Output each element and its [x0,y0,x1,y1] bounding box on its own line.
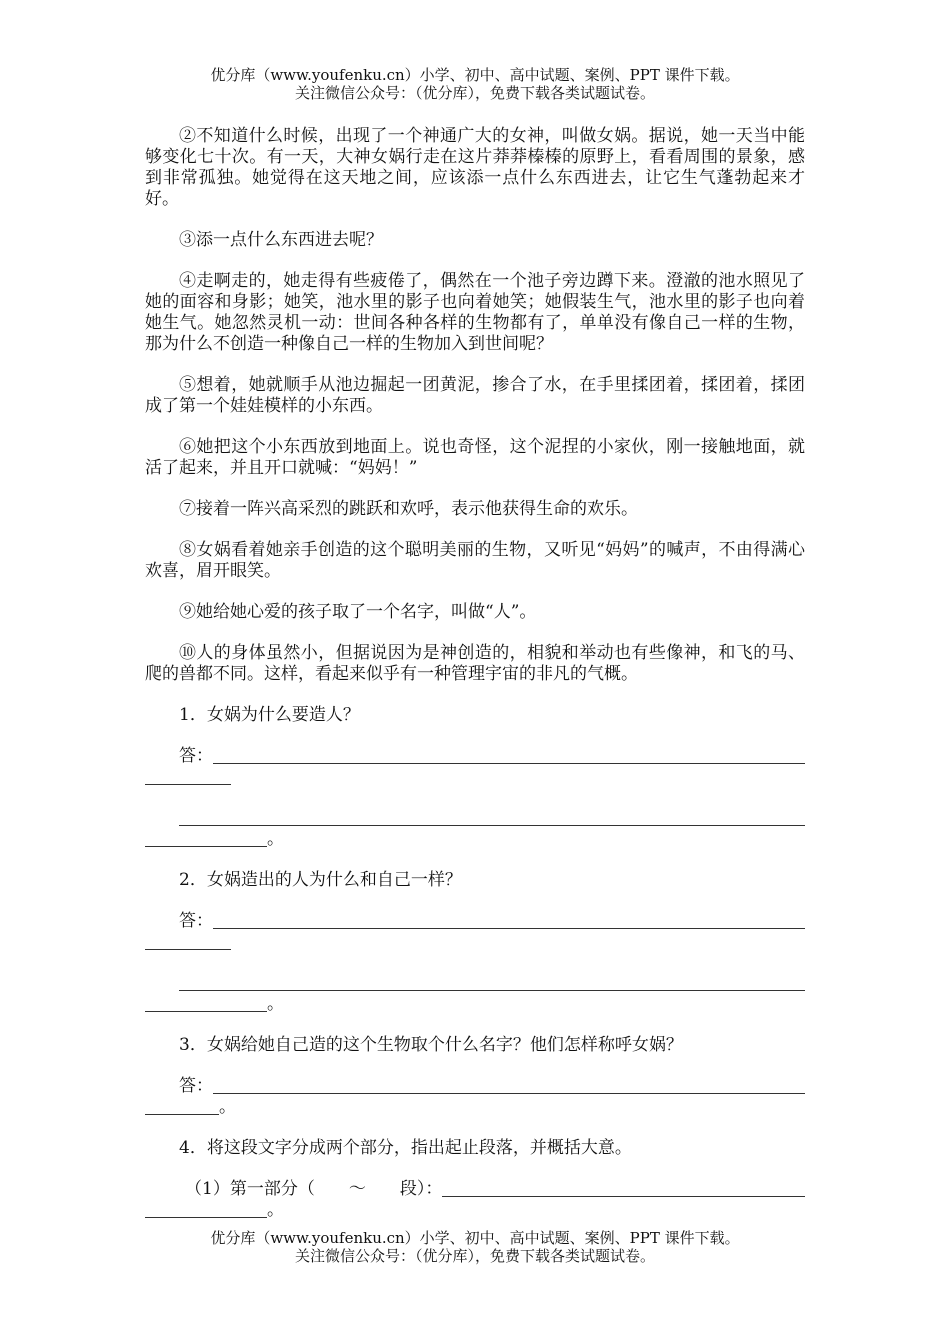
answer-label: 答： [179,1076,213,1096]
answer-block-4-part1[interactable] [145,1179,805,1221]
answer-blank[interactable] [179,978,805,991]
document-body [145,126,805,1241]
answer-blank[interactable] [145,937,231,950]
footer-line-2: 关注微信公众号：（优分库），免费下载各类试题试卷。 [294,1247,655,1265]
period: 。 [267,994,284,1014]
paragraph-10: ⑩人的身体虽然小，但据说因为是神创造的，相貌和举动也有些像神，和飞的马、爬的兽都不同。这样，看起来似乎有一种管理宇宙的非凡的气概。 [145,643,805,684]
period: 。 [267,1200,284,1220]
paragraph-7: ⑦接着一阵兴高采烈的跳跃和欢呼，表示他获得生命的欢乐。 [179,499,638,519]
question-1: 1．女娲为什么要造人？ [179,705,360,725]
question-3: 3．女娲给她自己造的这个生物取个什么名字？他们怎样称呼女娲？ [179,1035,683,1055]
answer-block-1b[interactable] [145,808,805,850]
question-4: 4．将这段文字分成两个部分，指出起止段落，并概括大意。 [179,1138,632,1158]
answer-blank[interactable] [145,999,267,1012]
answer-label: 答： [179,746,213,766]
paragraph-5: ⑤想着，她就顺手从池边掘起一团黄泥，掺合了水，在手里揉团着，揉团着，揉团成了第一个娃娃模样的小东西。 [145,375,805,416]
header-line-2: 关注微信公众号：（优分库），免费下载各类试题试卷。 [294,84,655,102]
paragraph-3: ③添一点什么东西进去呢？ [179,230,383,250]
answer-blank[interactable] [179,813,805,826]
paragraph-9: ⑨她给她心爱的孩子取了一个名字，叫做“人”。 [179,602,537,622]
paragraph-8: ⑧女娲看着她亲手创造的这个聪明美丽的生物，又听见“妈妈”的喊声，不由得满心欢喜，眉开眼笑。 [145,540,805,581]
answer-block-2a[interactable] [145,911,805,953]
period: 。 [267,829,284,849]
period: 。 [219,1097,236,1117]
paragraph-2: ②不知道什么时候，出现了一个神通广大的女神，叫做女娲。据说，她一天当中能够变化七十次。有一天，大神女娲行走在这片莽莽榛榛的原野上，看看周围的景象，感到非常孤独。她觉得在这天地之间，应该添一点什么东西进去，让它生气蓬勃起来才好。 [145,126,805,209]
answer-label: 答： [179,911,213,931]
answer-block-1a[interactable] [145,746,805,788]
answer-block-3[interactable] [145,1076,805,1118]
footer-line-1: 优分库（www.youfenku.cn）小学、初中、高中试题、案例、PPT 课件下载。 [210,1229,740,1247]
answer-blank[interactable] [442,1184,805,1197]
paragraph-4: ④走啊走的，她走得有些疲倦了，偶然在一个池子旁边蹲下来。澄澈的池水照见了她的面容和身影；她笑，池水里的影子也向着她笑；她假装生气，池水里的影子也向着她生气。她忽然灵机一动：世间各种各样的生物都有了，单单没有像自己一样的生物，那为什么不创造一种像自己一样的生物加入到世间呢？ [145,271,805,354]
answer-blank[interactable] [145,834,267,847]
paragraph-6: ⑥她把这个小东西放到地面上。说也奇怪，这个泥捏的小家伙，刚一接触地面，就活了起来，并且开口就喊：“妈妈！” [145,437,805,478]
answer-blank[interactable] [213,916,805,929]
answer-blank[interactable] [145,1205,267,1218]
page-header [0,66,950,102]
answer-blank[interactable] [145,772,231,785]
page-footer [0,1229,950,1265]
question-2: 2．女娲造出的人为什么和自己一样？ [179,870,462,890]
answer-blank[interactable] [145,1102,219,1115]
answer-blank[interactable] [213,751,805,764]
answer-blank[interactable] [213,1081,805,1094]
answer-block-2b[interactable] [145,973,805,1015]
part1-label: （1）第一部分（ ～ 段）： [185,1179,443,1199]
header-line-1: 优分库（www.youfenku.cn）小学、初中、高中试题、案例、PPT 课件下载。 [210,66,740,84]
